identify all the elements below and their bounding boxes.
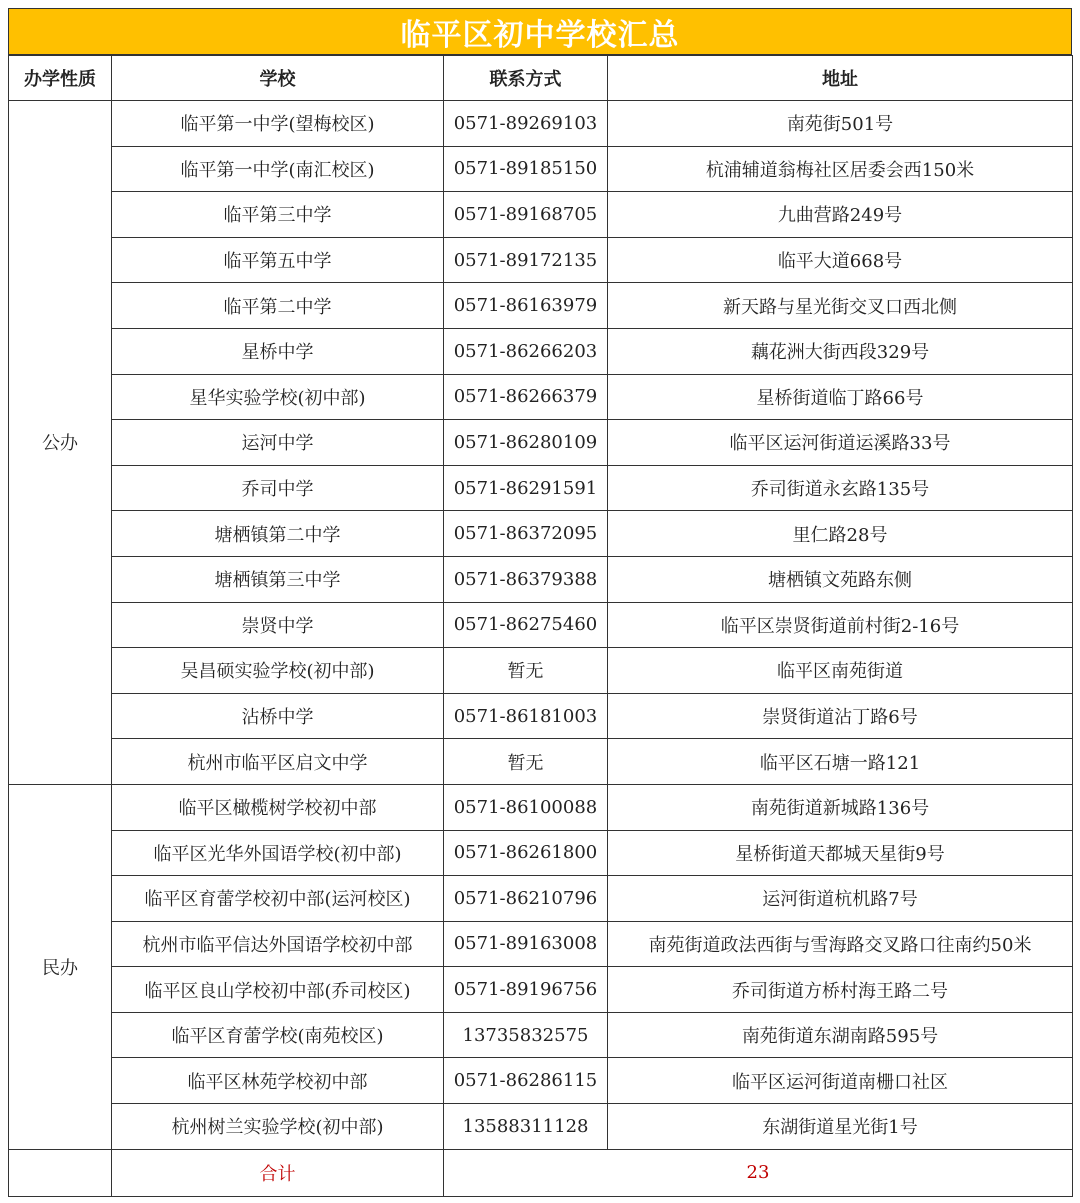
school-cell: 临平第三中学 bbox=[112, 192, 444, 238]
school-cell: 临平第一中学(南汇校区) bbox=[112, 146, 444, 192]
contact-cell: 0571-89269103 bbox=[444, 101, 608, 147]
address-cell: 乔司街道永玄路135号 bbox=[608, 465, 1073, 511]
table-row bbox=[9, 420, 1073, 466]
contact-cell: 0571-89168705 bbox=[444, 192, 608, 238]
school-cell: 杭州树兰实验学校(初中部) bbox=[112, 1104, 444, 1150]
school-cell: 崇贤中学 bbox=[112, 602, 444, 648]
table-row bbox=[9, 739, 1073, 785]
contact-cell: 0571-89163008 bbox=[444, 921, 608, 967]
table-row bbox=[9, 1058, 1073, 1104]
contact-cell: 0571-86280109 bbox=[444, 420, 608, 466]
address-cell: 临平区运河街道南栅口社区 bbox=[608, 1058, 1073, 1104]
contact-cell: 0571-89185150 bbox=[444, 146, 608, 192]
school-cell: 沾桥中学 bbox=[112, 693, 444, 739]
total-empty-cell bbox=[9, 1149, 112, 1196]
school-cell: 塘栖镇第二中学 bbox=[112, 511, 444, 557]
table-row bbox=[9, 967, 1073, 1013]
contact-cell: 0571-86181003 bbox=[444, 693, 608, 739]
contact-cell: 暂无 bbox=[444, 648, 608, 694]
contact-cell: 暂无 bbox=[444, 739, 608, 785]
contact-cell: 0571-86275460 bbox=[444, 602, 608, 648]
contact-cell: 0571-86100088 bbox=[444, 784, 608, 830]
table-row bbox=[9, 283, 1073, 329]
table-row bbox=[9, 192, 1073, 238]
table-row bbox=[9, 921, 1073, 967]
type-cell: 民办 bbox=[9, 784, 112, 1149]
table-row bbox=[9, 876, 1073, 922]
header-school: 学校 bbox=[112, 56, 444, 101]
school-cell: 临平第五中学 bbox=[112, 237, 444, 283]
address-cell: 里仁路28号 bbox=[608, 511, 1073, 557]
header-contact: 联系方式 bbox=[444, 56, 608, 101]
table-row bbox=[9, 693, 1073, 739]
address-cell: 临平区石塘一路121 bbox=[608, 739, 1073, 785]
address-cell: 临平区崇贤街道前村街2-16号 bbox=[608, 602, 1073, 648]
table-row bbox=[9, 101, 1073, 147]
summary-sheet bbox=[8, 8, 1072, 1197]
title-bar bbox=[8, 8, 1072, 55]
school-cell: 临平区育蕾学校初中部(运河校区) bbox=[112, 876, 444, 922]
address-cell: 临平区南苑街道 bbox=[608, 648, 1073, 694]
table-row bbox=[9, 237, 1073, 283]
contact-cell: 0571-89172135 bbox=[444, 237, 608, 283]
address-cell: 星桥街道临丁路66号 bbox=[608, 374, 1073, 420]
school-cell: 临平区良山学校初中部(乔司校区) bbox=[112, 967, 444, 1013]
address-cell: 星桥街道天都城天星街9号 bbox=[608, 830, 1073, 876]
table-row bbox=[9, 511, 1073, 557]
address-cell: 南苑街道政法西街与雪海路交叉路口往南约50米 bbox=[608, 921, 1073, 967]
page-title: 临平区初中学校汇总 bbox=[400, 17, 680, 53]
school-cell: 星华实验学校(初中部) bbox=[112, 374, 444, 420]
address-cell: 运河街道杭机路7号 bbox=[608, 876, 1073, 922]
school-cell: 临平第二中学 bbox=[112, 283, 444, 329]
table-row bbox=[9, 465, 1073, 511]
table-row bbox=[9, 374, 1073, 420]
address-cell: 临平大道668号 bbox=[608, 237, 1073, 283]
school-cell: 临平区光华外国语学校(初中部) bbox=[112, 830, 444, 876]
contact-cell: 13588311128 bbox=[444, 1104, 608, 1150]
school-cell: 临平区育蕾学校(南苑校区) bbox=[112, 1012, 444, 1058]
header-type: 办学性质 bbox=[9, 56, 112, 101]
address-cell: 新天路与星光街交叉口西北侧 bbox=[608, 283, 1073, 329]
table-row bbox=[9, 648, 1073, 694]
address-cell: 塘栖镇文苑路东侧 bbox=[608, 556, 1073, 602]
address-cell: 藕花洲大街西段329号 bbox=[608, 328, 1073, 374]
contact-cell: 0571-86261800 bbox=[444, 830, 608, 876]
total-label: 合计 bbox=[112, 1149, 444, 1196]
total-value: 23 bbox=[444, 1149, 1073, 1196]
contact-cell: 0571-86291591 bbox=[444, 465, 608, 511]
address-cell: 九曲营路249号 bbox=[608, 192, 1073, 238]
schools-table bbox=[8, 55, 1073, 1197]
school-cell: 乔司中学 bbox=[112, 465, 444, 511]
address-cell: 南苑街道东湖南路595号 bbox=[608, 1012, 1073, 1058]
contact-cell: 13735832575 bbox=[444, 1012, 608, 1058]
header-address: 地址 bbox=[608, 56, 1073, 101]
table-row bbox=[9, 1012, 1073, 1058]
address-cell: 南苑街501号 bbox=[608, 101, 1073, 147]
contact-cell: 0571-86163979 bbox=[444, 283, 608, 329]
contact-cell: 0571-86210796 bbox=[444, 876, 608, 922]
school-cell: 临平区橄榄树学校初中部 bbox=[112, 784, 444, 830]
school-cell: 杭州市临平区启文中学 bbox=[112, 739, 444, 785]
address-cell: 杭浦辅道翁梅社区居委会西150米 bbox=[608, 146, 1073, 192]
contact-cell: 0571-89196756 bbox=[444, 967, 608, 1013]
school-cell: 运河中学 bbox=[112, 420, 444, 466]
address-cell: 崇贤街道沾丁路6号 bbox=[608, 693, 1073, 739]
table-row bbox=[9, 328, 1073, 374]
contact-cell: 0571-86266379 bbox=[444, 374, 608, 420]
total-row bbox=[9, 1149, 1073, 1196]
school-cell: 吴昌硕实验学校(初中部) bbox=[112, 648, 444, 694]
address-cell: 东湖街道星光街1号 bbox=[608, 1104, 1073, 1150]
type-cell: 公办 bbox=[9, 101, 112, 785]
table-row bbox=[9, 556, 1073, 602]
contact-cell: 0571-86266203 bbox=[444, 328, 608, 374]
contact-cell: 0571-86286115 bbox=[444, 1058, 608, 1104]
school-cell: 临平第一中学(望梅校区) bbox=[112, 101, 444, 147]
contact-cell: 0571-86379388 bbox=[444, 556, 608, 602]
school-cell: 塘栖镇第三中学 bbox=[112, 556, 444, 602]
table-row bbox=[9, 1104, 1073, 1150]
school-cell: 临平区林苑学校初中部 bbox=[112, 1058, 444, 1104]
table-body bbox=[9, 101, 1073, 1150]
contact-cell: 0571-86372095 bbox=[444, 511, 608, 557]
table-row bbox=[9, 830, 1073, 876]
table-row bbox=[9, 602, 1073, 648]
table-row bbox=[9, 784, 1073, 830]
school-cell: 星桥中学 bbox=[112, 328, 444, 374]
table-row bbox=[9, 146, 1073, 192]
address-cell: 临平区运河街道运溪路33号 bbox=[608, 420, 1073, 466]
address-cell: 南苑街道新城路136号 bbox=[608, 784, 1073, 830]
address-cell: 乔司街道方桥村海王路二号 bbox=[608, 967, 1073, 1013]
school-cell: 杭州市临平信达外国语学校初中部 bbox=[112, 921, 444, 967]
header-row bbox=[9, 56, 1073, 101]
